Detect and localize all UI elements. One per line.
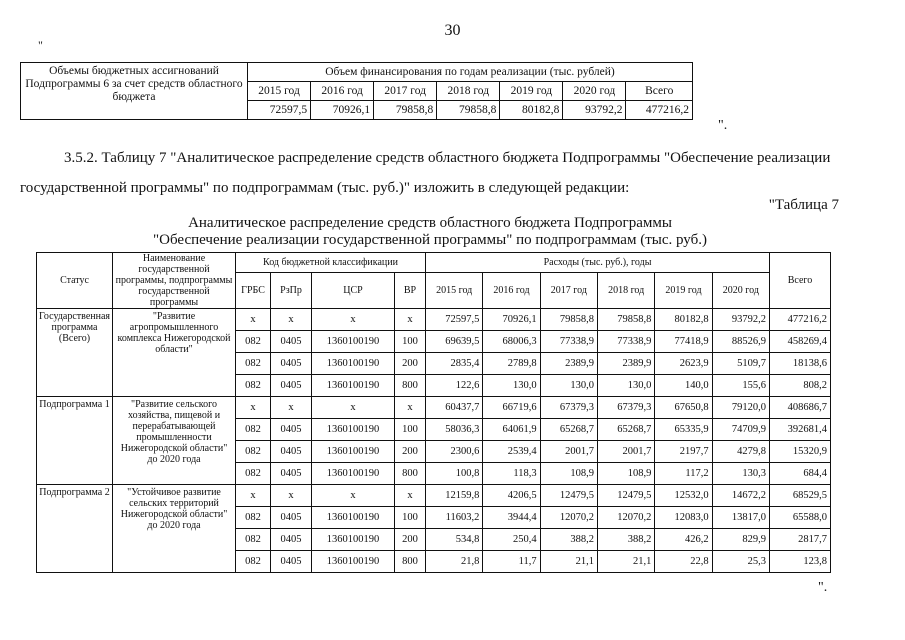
cell-rzpr: x <box>271 309 312 331</box>
cell-year-value: 70926,1 <box>483 309 540 331</box>
cell-year-value: 130,0 <box>540 375 597 397</box>
table-caption-line-1: Аналитическое распределение средств областного бюджета Подпрограммы <box>188 215 672 231</box>
cell-csr: 1360100190 <box>312 441 395 463</box>
cell-csr: x <box>312 397 395 419</box>
cell-year-value: 60437,7 <box>426 397 483 419</box>
cell-year-value: 2389,9 <box>540 353 597 375</box>
cell-total: 392681,4 <box>770 419 831 441</box>
cell-csr: 1360100190 <box>312 375 395 397</box>
cell-year-value: 100,8 <box>426 463 483 485</box>
cell-vr: 200 <box>395 441 426 463</box>
cell-year-value: 2623,9 <box>655 353 712 375</box>
header-vr: ВР <box>395 273 426 309</box>
cell-year-value: 130,3 <box>712 463 769 485</box>
summary-header: Объем финансирования по годам реализации (тыс. рублей) <box>248 63 693 82</box>
cell-year-value: 74709,9 <box>712 419 769 441</box>
cell-year-value: 155,6 <box>712 375 769 397</box>
row-program-name: "Развитие агропромышленного комплекса Нижегородской области" <box>113 309 236 397</box>
row-program-name: "Развитие сельского хозяйства, пищевой и перерабатывающей промышленности Нижегородской области" до 2020 года <box>113 397 236 485</box>
cell-grbs: 082 <box>236 551 271 573</box>
cell-year-value: 388,2 <box>540 529 597 551</box>
cell-total: 123,8 <box>770 551 831 573</box>
cell-year-value: 5109,7 <box>712 353 769 375</box>
cell-year-value: 67379,3 <box>540 397 597 419</box>
cell-year-value: 12479,5 <box>540 485 597 507</box>
cell-csr: x <box>312 309 395 331</box>
summary-value: 79858,8 <box>437 101 500 120</box>
cell-grbs: 082 <box>236 375 271 397</box>
cell-year-value: 77338,9 <box>540 331 597 353</box>
summary-year: Всего <box>626 82 693 101</box>
cell-year-value: 13817,0 <box>712 507 769 529</box>
cell-year-value: 67650,8 <box>655 397 712 419</box>
cell-grbs: x <box>236 485 271 507</box>
cell-rzpr: 0405 <box>271 529 312 551</box>
cell-year-value: 12070,2 <box>540 507 597 529</box>
cell-year-value: 130,0 <box>598 375 655 397</box>
cell-year-value: 2197,7 <box>655 441 712 463</box>
cell-year-value: 250,4 <box>483 529 540 551</box>
summary-year: 2020 год <box>563 82 626 101</box>
summary-value: 70926,1 <box>311 101 374 120</box>
cell-year-value: 2835,4 <box>426 353 483 375</box>
cell-csr: x <box>312 485 395 507</box>
cell-year-value: 21,8 <box>426 551 483 573</box>
cell-vr: 100 <box>395 331 426 353</box>
summary-year: 2018 год <box>437 82 500 101</box>
cell-csr: 1360100190 <box>312 507 395 529</box>
cell-vr: x <box>395 485 426 507</box>
cell-year-value: 11603,2 <box>426 507 483 529</box>
header-status: Статус <box>37 253 113 309</box>
cell-year-value: 12070,2 <box>598 507 655 529</box>
cell-year-value: 4279,8 <box>712 441 769 463</box>
cell-vr: 800 <box>395 551 426 573</box>
header-csr: ЦСР <box>312 273 395 309</box>
header-rzpr: РзПр <box>271 273 312 309</box>
cell-year-value: 829,9 <box>712 529 769 551</box>
row-status: Государственная программа (Всего) <box>37 309 113 397</box>
cell-year-value: 22,8 <box>655 551 712 573</box>
cell-year-value: 79858,8 <box>540 309 597 331</box>
summary-value: 93792,2 <box>563 101 626 120</box>
cell-year-value: 2001,7 <box>540 441 597 463</box>
header-year: 2015 год <box>426 273 483 309</box>
cell-year-value: 65268,7 <box>540 419 597 441</box>
cell-total: 684,4 <box>770 463 831 485</box>
cell-vr: x <box>395 397 426 419</box>
cell-rzpr: 0405 <box>271 353 312 375</box>
cell-csr: 1360100190 <box>312 331 395 353</box>
header-year: 2017 год <box>540 273 597 309</box>
summary-year: 2015 год <box>248 82 311 101</box>
cell-total: 15320,9 <box>770 441 831 463</box>
summary-value: 79858,8 <box>374 101 437 120</box>
close-quote: ". <box>718 118 728 133</box>
summary-value: 72597,5 <box>248 101 311 120</box>
cell-csr: 1360100190 <box>312 463 395 485</box>
cell-year-value: 140,0 <box>655 375 712 397</box>
cell-total: 2817,7 <box>770 529 831 551</box>
summary-year: 2017 год <box>374 82 437 101</box>
cell-grbs: 082 <box>236 529 271 551</box>
cell-rzpr: x <box>271 397 312 419</box>
cell-rzpr: 0405 <box>271 441 312 463</box>
distribution-table <box>36 252 831 573</box>
cell-vr: 200 <box>395 353 426 375</box>
table-caption-line-2: "Обеспечение реализации государственной программы" по подпрограммам (тыс. руб.) <box>153 232 707 248</box>
header-year: 2016 год <box>483 273 540 309</box>
cell-year-value: 79858,8 <box>598 309 655 331</box>
cell-year-value: 69639,5 <box>426 331 483 353</box>
header-name: Наименование государственной программы, подпрограммы государственной программы <box>113 253 236 309</box>
cell-year-value: 93792,2 <box>712 309 769 331</box>
cell-vr: 800 <box>395 463 426 485</box>
header-year: 2018 год <box>598 273 655 309</box>
cell-year-value: 117,2 <box>655 463 712 485</box>
cell-year-value: 64061,9 <box>483 419 540 441</box>
cell-year-value: 4206,5 <box>483 485 540 507</box>
cell-year-value: 108,9 <box>598 463 655 485</box>
summary-value: 477216,2 <box>626 101 693 120</box>
cell-year-value: 88526,9 <box>712 331 769 353</box>
cell-year-value: 66719,6 <box>483 397 540 419</box>
cell-year-value: 2789,8 <box>483 353 540 375</box>
cell-year-value: 3944,4 <box>483 507 540 529</box>
cell-total: 18138,6 <box>770 353 831 375</box>
cell-rzpr: 0405 <box>271 419 312 441</box>
cell-year-value: 77338,9 <box>598 331 655 353</box>
cell-rzpr: 0405 <box>271 331 312 353</box>
table-reference: "Таблица 7 <box>768 197 839 213</box>
cell-year-value: 2300,6 <box>426 441 483 463</box>
header-grbs: ГРБС <box>236 273 271 309</box>
row-status: Подпрограмма 2 <box>37 485 113 573</box>
table-row <box>37 485 831 507</box>
cell-grbs: 082 <box>236 353 271 375</box>
cell-year-value: 130,0 <box>483 375 540 397</box>
cell-grbs: x <box>236 397 271 419</box>
cell-year-value: 12083,0 <box>655 507 712 529</box>
open-quote: " <box>38 38 43 52</box>
summary-year: 2019 год <box>500 82 563 101</box>
cell-total: 68529,5 <box>770 485 831 507</box>
cell-grbs: 082 <box>236 507 271 529</box>
cell-grbs: 082 <box>236 463 271 485</box>
cell-grbs: 082 <box>236 331 271 353</box>
cell-year-value: 426,2 <box>655 529 712 551</box>
cell-year-value: 80182,8 <box>655 309 712 331</box>
cell-year-value: 14672,2 <box>712 485 769 507</box>
header-total: Всего <box>770 253 831 309</box>
summary-value: 80182,8 <box>500 101 563 120</box>
cell-year-value: 122,6 <box>426 375 483 397</box>
cell-year-value: 388,2 <box>598 529 655 551</box>
cell-year-value: 2001,7 <box>598 441 655 463</box>
cell-csr: 1360100190 <box>312 353 395 375</box>
cell-year-value: 21,1 <box>598 551 655 573</box>
summary-row-label: Объемы бюджетных ассигнований Подпрограммы 6 за счет средств областного бюджета <box>21 63 248 120</box>
table-row <box>37 309 831 331</box>
row-status: Подпрограмма 1 <box>37 397 113 485</box>
cell-vr: 200 <box>395 529 426 551</box>
cell-year-value: 68006,3 <box>483 331 540 353</box>
summary-year: 2016 год <box>311 82 374 101</box>
cell-grbs: 082 <box>236 419 271 441</box>
cell-total: 458269,4 <box>770 331 831 353</box>
header-code: Код бюджетной классификации <box>236 253 426 273</box>
cell-year-value: 58036,3 <box>426 419 483 441</box>
cell-total: 477216,2 <box>770 309 831 331</box>
cell-year-value: 12159,8 <box>426 485 483 507</box>
cell-csr: 1360100190 <box>312 551 395 573</box>
budget-summary-table <box>20 62 693 120</box>
cell-year-value: 72597,5 <box>426 309 483 331</box>
cell-csr: 1360100190 <box>312 529 395 551</box>
cell-year-value: 108,9 <box>540 463 597 485</box>
cell-year-value: 12532,0 <box>655 485 712 507</box>
cell-year-value: 2539,4 <box>483 441 540 463</box>
cell-grbs: 082 <box>236 441 271 463</box>
table-row <box>37 397 831 419</box>
cell-rzpr: 0405 <box>271 463 312 485</box>
cell-rzpr: x <box>271 485 312 507</box>
cell-rzpr: 0405 <box>271 375 312 397</box>
cell-grbs: x <box>236 309 271 331</box>
amendment-paragraph: 3.5.2. Таблицу 7 "Аналитическое распределение средств областного бюджета Подпрограммы "Обеспечение реализации государственной программы" по подпрограммам (тыс. руб.)" изложить в следующей редакции: <box>20 150 831 196</box>
cell-vr: 100 <box>395 507 426 529</box>
header-year: 2019 год <box>655 273 712 309</box>
cell-year-value: 118,3 <box>483 463 540 485</box>
cell-year-value: 21,1 <box>540 551 597 573</box>
cell-year-value: 65335,9 <box>655 419 712 441</box>
cell-total: 408686,7 <box>770 397 831 419</box>
page-number: 30 <box>444 22 461 39</box>
cell-year-value: 79120,0 <box>712 397 769 419</box>
cell-rzpr: 0405 <box>271 551 312 573</box>
cell-year-value: 25,3 <box>712 551 769 573</box>
cell-total: 808,2 <box>770 375 831 397</box>
row-program-name: "Устойчивое развитие сельских территорий Нижегородской области" до 2020 года <box>113 485 236 573</box>
close-quote-final: ". <box>818 580 828 595</box>
cell-year-value: 77418,9 <box>655 331 712 353</box>
header-expenses: Расходы (тыс. руб.), годы <box>426 253 770 273</box>
cell-total: 65588,0 <box>770 507 831 529</box>
cell-year-value: 67379,3 <box>598 397 655 419</box>
cell-vr: 100 <box>395 419 426 441</box>
cell-csr: 1360100190 <box>312 419 395 441</box>
cell-year-value: 11,7 <box>483 551 540 573</box>
cell-year-value: 12479,5 <box>598 485 655 507</box>
cell-year-value: 534,8 <box>426 529 483 551</box>
cell-vr: x <box>395 309 426 331</box>
header-year: 2020 год <box>712 273 769 309</box>
cell-rzpr: 0405 <box>271 507 312 529</box>
cell-vr: 800 <box>395 375 426 397</box>
cell-year-value: 2389,9 <box>598 353 655 375</box>
cell-year-value: 65268,7 <box>598 419 655 441</box>
